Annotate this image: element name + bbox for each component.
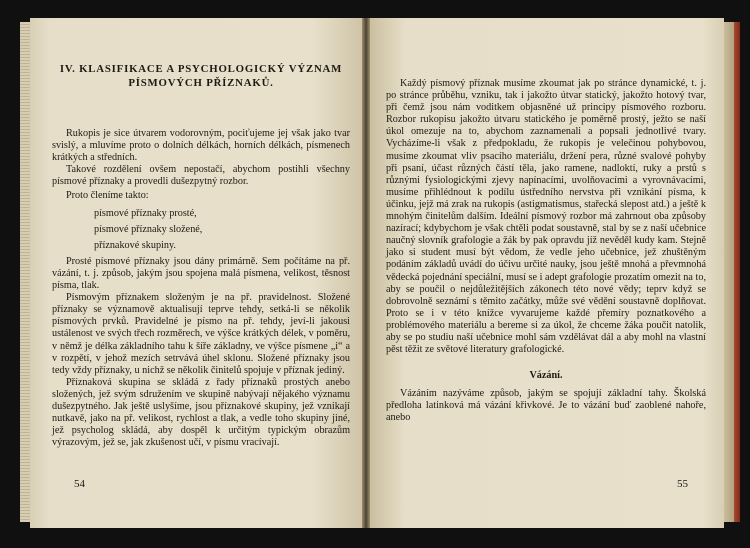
chapter-title-line1: IV. KLASIFIKACE A PSYCHOLOGICKÝ VÝZNAM	[59, 63, 343, 75]
paragraph: Prosté písmové příznaky jsou dány primárně. Sem počítáme na př. vázání, t. j. způsob, jakým jsou spojena malá písmena, velikost, těsnost písma, tlak.	[52, 255, 350, 292]
paragraph: Každý písmový příznak musíme zkoumat jak po stránce dynamické, t. j. po stránce průběhu, vzniku, tak i jakožto útvar statický, jakožto hotový tvar, při čemž jsou nám voditkem objasněné už principy písmového rozboru. Rozbor rukopisu jakožto útvaru statického je poměrně prostý, ježto se naší úkol omezuje na to, abychom zaznamenali a popsali jednotlivé tvary. Vycházíme-li však z předpokladu, že rukopis je velečinou pohybovou, musíme zkoumat vliv psacího materiálu, držení pera, různé svalové pohyby při psaní, účast různých částí těla, jako ramene, nadloktí, ruky a prstů s různými fysiologickými zjevy napínacími, uvolňovacími a vyrovnávacími, musíme přihlédnout k podílu ústředního nervstva při vznikání písma, k účinku, jejž má zrak na rukopis (astigmatismus, stařecká slepost atd.) a ještě k mnohým činitelům dalším. Ideální písmový rozbor má zahrnout oba způsoby nazírací; kdybychom je však chtěli podat soustavně, stal by se z naší učebnice naučný slovník grafologie a žák by pak opravdu jíž nevěděl kudy kam. Stejně jako si student musí být vědom, že vedle jeho učebnice, jež zhuštěným podáním základů uvádí do účivu určité nauky, jsou ještě mnohá a převmnohá vědecká pojednání speciální, musí se i adept grafologie prozatím omezit na to, aby se poučil o nejdůležitějších zákonech této nové vědy; teprv když se dobrovolně seznámí s těmito začátky, může své vědění soustavně doplňovat. Proto se i v této knížce vyvarujeme každé přemíry poznatkového a problémového materiálu a bereme si za úkol, že chceme žáka poučit natolik, aby se po studiu naší učebnice mohl sám vzdělávat dál a aby mohl na vlastní pěst těžit ze světové literatury grafologické.	[386, 78, 706, 356]
section-heading: Vázání.	[529, 370, 563, 382]
chapter-title-line2: PÍSMOVÝCH PŘÍZNAKŮ.	[128, 77, 274, 89]
left-page	[30, 18, 362, 528]
page-edges-right	[724, 22, 740, 522]
list-item: písmové příznaky prosté,	[94, 207, 197, 219]
list-item: písmové příznaky složené,	[94, 223, 203, 235]
page-number: 54	[74, 477, 85, 490]
spine-gutter	[362, 18, 370, 528]
paragraph: Písmovým příznakem složeným je na př. pravidelnost. Složené příznaky se významově aktualisují teprve tehdy, setká-li se několik písmových prvků. Pravidelné je písmo na př. tehdy, jeví-li jakousi ustálenost ve svých třech rozměrech, ve výšce krátkých délek, v poměru, v němž je délka základního tahu k šíře základny, ve výšce písmene „i“ a v rozpětí, v jehož mezích setrvává úhel sklonu. Složené příznaky jsou tedy vždy příznaky, u nichž se několik činitelů spojuje v příznak jediný.	[52, 292, 350, 376]
paragraph: Takové rozdělení ovšem nepostačí, abychom postihli všechny písmové příznaky a provedli dušezpytný rozbor.	[52, 164, 350, 188]
paragraph: Rukopis je sice útvarem vodorovným, pociťujeme jej však jako tvar svislý, a mluvíme proto o dolních délkách, horních délkách, písmenech krátkých a středních.	[52, 128, 350, 164]
paragraph: Vázáním nazýváme způsob, jakým se spojují základní tahy. Školská předloha latinková má vázání křivkové. Je to vázání buď zaoblené nahoře, anebo	[386, 388, 706, 424]
page-edges-left	[20, 22, 30, 522]
list-item: příznakové skupiny.	[94, 239, 176, 251]
paragraph: Příznaková skupina se skládá z řady příznaků prostých anebo složených, jež svým sdružením ve skupině nabývají nějakého významu dušezpytného. Jak ještě uslyšíme, jsou příznakové skupiny, jež vznikají nutkavě, jako na př. velikost, rychlost a tlak, a vedle toho skupiny jiné, jež psycholog skládá, aby dospěl k určitým typickým obrazům výrazovým, jež se, jak zkušenost učí, v písmu vracívají.	[52, 376, 350, 449]
paragraph: Proto členíme takto:	[66, 190, 149, 202]
right-page	[370, 18, 724, 528]
open-book	[6, 8, 744, 540]
page-number: 55	[677, 477, 688, 490]
